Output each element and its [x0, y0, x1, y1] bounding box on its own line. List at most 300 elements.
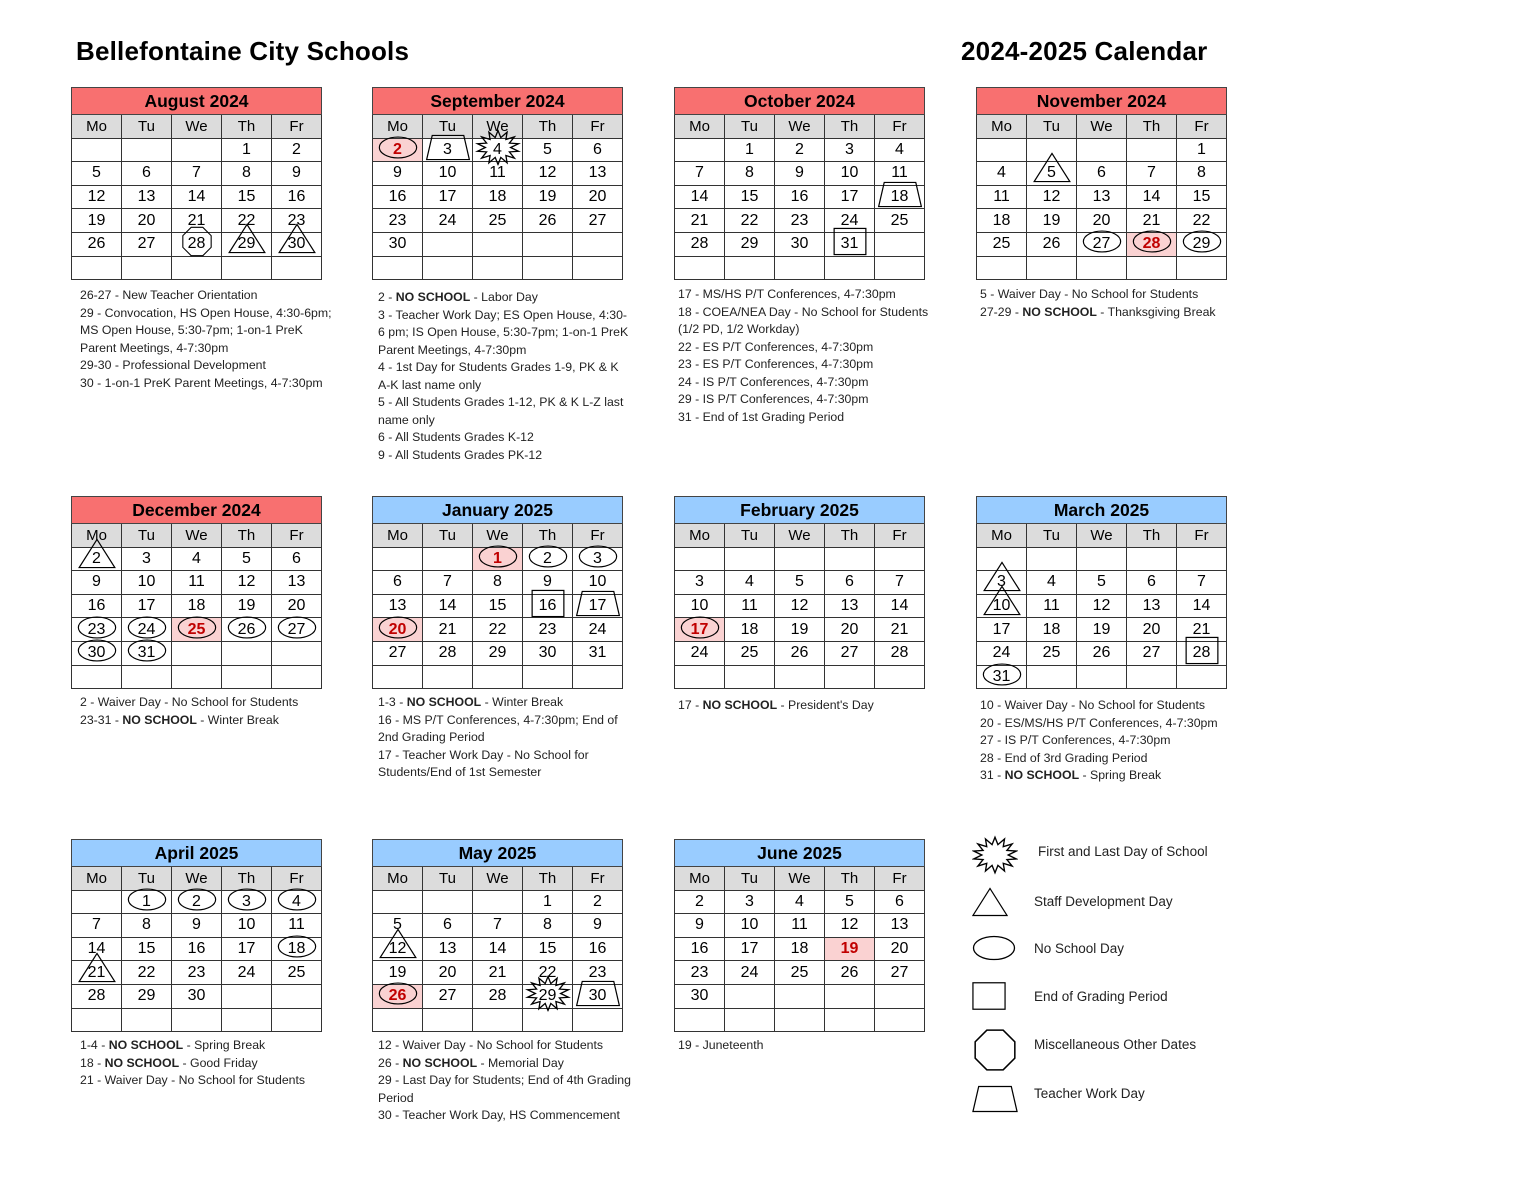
day-cell	[875, 594, 925, 618]
day-cell	[675, 594, 725, 618]
day-number: 19	[237, 597, 256, 615]
weekday-header: Tu	[423, 524, 473, 548]
day-cell	[825, 937, 875, 961]
day-cell	[523, 594, 573, 618]
day-number: 18	[1042, 620, 1061, 638]
day-cell	[423, 961, 473, 985]
day-cell	[373, 232, 423, 256]
empty-cell	[172, 665, 222, 689]
empty-cell	[1177, 256, 1227, 280]
day-number: 5	[795, 573, 804, 591]
day-cell	[172, 937, 222, 961]
day-cell	[1077, 185, 1127, 209]
day-cell	[775, 232, 825, 256]
day-number: 5	[543, 140, 552, 158]
day-cell	[977, 209, 1027, 233]
day-cell	[473, 138, 523, 162]
day-number: 11	[1043, 597, 1060, 615]
empty-cell	[523, 665, 573, 689]
day-cell	[373, 162, 423, 186]
day-number: 14	[87, 940, 106, 958]
day-cell	[473, 594, 523, 618]
day-cell	[122, 641, 172, 665]
day-cell	[122, 209, 172, 233]
empty-cell	[1127, 138, 1177, 162]
empty-cell	[1077, 665, 1127, 689]
day-cell	[725, 914, 775, 938]
day-cell	[675, 641, 725, 665]
day-number: 10	[740, 916, 759, 934]
empty-cell	[72, 138, 122, 162]
note-line: 4 - 1st Day for Students Grades 1-9, PK & K A-K last name only	[378, 360, 619, 392]
day-number: 21	[1192, 620, 1211, 638]
day-cell	[272, 914, 322, 938]
month-notes	[378, 1037, 633, 1125]
day-number: 15	[740, 188, 759, 206]
day-number: 30	[187, 987, 206, 1005]
day-number: 3	[845, 140, 854, 158]
day-number: 3	[443, 140, 452, 158]
day-cell	[72, 914, 122, 938]
day-number: 12	[538, 164, 557, 182]
legend-label: Staff Development Day	[1034, 894, 1173, 909]
day-cell	[373, 209, 423, 233]
month-calendar	[71, 496, 322, 689]
day-cell	[573, 937, 623, 961]
empty-cell	[423, 665, 473, 689]
day-number: 27	[1142, 644, 1161, 662]
day-number: 24	[840, 211, 859, 229]
day-cell	[573, 618, 623, 642]
note-line: 2 - NO SCHOOL - Labor Day	[378, 290, 538, 304]
day-cell	[825, 914, 875, 938]
day-number: 19	[388, 963, 407, 981]
day-cell	[1027, 641, 1077, 665]
empty-cell	[523, 1008, 573, 1032]
legend-item	[968, 1023, 1268, 1069]
empty-cell	[825, 547, 875, 571]
day-cell	[875, 914, 925, 938]
empty-cell	[523, 256, 573, 280]
day-number: 6	[292, 549, 301, 567]
empty-cell	[573, 1008, 623, 1032]
empty-cell	[373, 665, 423, 689]
day-cell	[222, 547, 272, 571]
day-cell	[1077, 209, 1127, 233]
weekday-header: Tu	[122, 867, 172, 891]
empty-cell	[172, 138, 222, 162]
day-number: 4	[192, 549, 201, 567]
day-cell	[373, 618, 423, 642]
weekday-header: Fr	[272, 867, 322, 891]
day-cell	[423, 914, 473, 938]
day-cell	[172, 547, 222, 571]
empty-cell	[423, 547, 473, 571]
month-calendar	[71, 87, 322, 280]
day-number: 2	[292, 140, 301, 158]
day-cell	[1077, 594, 1127, 618]
day-cell	[825, 890, 875, 914]
day-number: 27	[137, 235, 156, 253]
weekday-header: We	[775, 115, 825, 139]
day-cell	[272, 961, 322, 985]
day-number: 22	[740, 211, 759, 229]
day-number: 21	[890, 620, 909, 638]
day-number: 8	[543, 916, 552, 934]
day-cell	[1077, 162, 1127, 186]
day-cell	[1127, 209, 1177, 233]
legend-label: End of Grading Period	[1034, 989, 1168, 1004]
empty-cell	[1077, 138, 1127, 162]
day-cell	[172, 914, 222, 938]
month-calendar	[674, 839, 925, 1032]
empty-cell	[272, 256, 322, 280]
day-number: 5	[92, 164, 101, 182]
day-cell	[1177, 571, 1227, 595]
weekday-header: Tu	[1027, 115, 1077, 139]
day-number: 3	[745, 892, 754, 910]
day-number: 4	[795, 892, 804, 910]
empty-cell	[222, 256, 272, 280]
day-number: 6	[1097, 164, 1106, 182]
day-cell	[72, 594, 122, 618]
weekday-header: We	[172, 524, 222, 548]
day-cell	[573, 890, 623, 914]
weekday-header: We	[775, 524, 825, 548]
day-cell	[573, 162, 623, 186]
day-cell	[272, 547, 322, 571]
day-number: 17	[237, 940, 256, 958]
day-number: 29	[237, 235, 256, 253]
day-cell	[775, 209, 825, 233]
empty-cell	[272, 1008, 322, 1032]
day-cell	[423, 618, 473, 642]
empty-cell	[72, 256, 122, 280]
note-line: 24 - IS P/T Conferences, 4-7:30pm	[678, 374, 869, 389]
day-number: 9	[292, 164, 301, 182]
empty-cell	[473, 256, 523, 280]
day-number: 6	[142, 164, 151, 182]
day-cell	[725, 185, 775, 209]
day-cell	[1177, 209, 1227, 233]
day-number: 17	[992, 620, 1011, 638]
day-number: 5	[1097, 573, 1106, 591]
day-cell	[875, 937, 925, 961]
day-cell	[675, 232, 725, 256]
day-number: 16	[588, 940, 607, 958]
day-cell	[373, 937, 423, 961]
day-number: 22	[1192, 211, 1211, 229]
day-number: 14	[187, 188, 206, 206]
day-number: 20	[388, 620, 407, 638]
day-cell	[1077, 232, 1127, 256]
day-number: 9	[593, 916, 602, 934]
day-cell	[122, 618, 172, 642]
empty-cell	[1077, 547, 1127, 571]
day-number: 2	[593, 892, 602, 910]
empty-cell	[222, 665, 272, 689]
weekday-header: Mo	[675, 867, 725, 891]
day-cell	[373, 914, 423, 938]
day-cell	[473, 547, 523, 571]
empty-cell	[122, 1008, 172, 1032]
day-cell	[523, 185, 573, 209]
day-number: 27	[840, 644, 859, 662]
day-cell	[172, 961, 222, 985]
day-cell	[272, 571, 322, 595]
note-line: 5 - All Students Grades 1-12, PK & K L-Z last name only	[378, 395, 624, 427]
day-cell	[373, 984, 423, 1008]
day-number: 26	[87, 235, 106, 253]
day-number: 25	[187, 620, 206, 638]
month-notes	[980, 286, 1235, 321]
month-calendar	[372, 839, 623, 1032]
weekday-header: Mo	[373, 524, 423, 548]
day-number: 10	[438, 164, 457, 182]
day-cell	[573, 641, 623, 665]
weekday-header: Th	[523, 115, 573, 139]
day-number: 2	[695, 892, 704, 910]
day-cell	[875, 618, 925, 642]
weekday-header: Fr	[875, 115, 925, 139]
day-cell	[573, 984, 623, 1008]
note-line: 12 - Waiver Day - No School for Students	[378, 1038, 604, 1052]
day-number: 1	[242, 140, 251, 158]
note-line: 31 - End of 1st Grading Period	[678, 409, 845, 424]
day-cell	[977, 232, 1027, 256]
day-number: 3	[593, 549, 602, 567]
empty-cell	[473, 1008, 523, 1032]
day-cell	[373, 185, 423, 209]
weekday-header: Th	[222, 115, 272, 139]
day-number: 7	[1147, 164, 1156, 182]
day-cell	[122, 937, 172, 961]
month-title: February 2025	[675, 497, 925, 524]
day-cell	[1177, 594, 1227, 618]
day-cell	[675, 618, 725, 642]
day-number: 25	[488, 211, 507, 229]
day-cell	[222, 162, 272, 186]
day-cell	[725, 162, 775, 186]
day-cell	[122, 232, 172, 256]
weekday-header: Fr	[573, 524, 623, 548]
day-cell	[977, 162, 1027, 186]
day-cell	[523, 961, 573, 985]
day-number: 23	[538, 620, 557, 638]
day-number: 23	[388, 211, 407, 229]
empty-cell	[1027, 138, 1077, 162]
day-cell	[523, 641, 573, 665]
weekday-header: We	[1077, 524, 1127, 548]
day-number: 11	[891, 164, 908, 182]
day-number: 1	[543, 892, 552, 910]
day-cell	[122, 185, 172, 209]
day-number: 12	[237, 573, 256, 591]
day-number: 7	[695, 164, 704, 182]
day-number: 21	[1142, 211, 1161, 229]
day-number: 13	[1092, 188, 1111, 206]
day-number: 30	[87, 644, 106, 662]
day-cell	[1127, 641, 1177, 665]
day-number: 26	[1092, 644, 1111, 662]
empty-cell	[1027, 665, 1077, 689]
day-cell	[272, 890, 322, 914]
weekday-header: Fr	[272, 115, 322, 139]
empty-cell	[1127, 547, 1177, 571]
day-number: 2	[795, 140, 804, 158]
day-cell	[1027, 162, 1077, 186]
empty-cell	[373, 256, 423, 280]
day-number: 13	[388, 597, 407, 615]
day-number: 17	[690, 620, 709, 638]
day-cell	[373, 594, 423, 618]
day-cell	[1027, 185, 1077, 209]
empty-cell	[675, 256, 725, 280]
day-cell	[523, 571, 573, 595]
day-cell	[875, 162, 925, 186]
empty-cell	[875, 665, 925, 689]
empty-cell	[675, 665, 725, 689]
note-line: 10 - Waiver Day - No School for Students	[980, 698, 1206, 712]
day-number: 6	[895, 892, 904, 910]
day-number: 25	[740, 644, 759, 662]
weekday-header: Mo	[675, 115, 725, 139]
day-cell	[423, 138, 473, 162]
day-number: 27	[1092, 235, 1111, 253]
day-cell	[473, 961, 523, 985]
day-number: 9	[543, 573, 552, 591]
weekday-header: We	[473, 115, 523, 139]
month-title: December 2024	[72, 497, 322, 524]
day-number: 6	[443, 916, 452, 934]
day-number: 5	[242, 549, 251, 567]
weekday-header: We	[1077, 115, 1127, 139]
day-number: 29	[538, 987, 557, 1005]
day-cell	[1127, 232, 1177, 256]
day-number: 27	[588, 211, 607, 229]
day-number: 30	[538, 644, 557, 662]
empty-cell	[122, 665, 172, 689]
day-cell	[775, 138, 825, 162]
month-notes	[80, 1037, 335, 1090]
day-cell	[272, 594, 322, 618]
month-calendar	[976, 87, 1227, 280]
day-cell	[1177, 618, 1227, 642]
note-line: 30 - 1-on-1 PreK Parent Meetings, 4-7:30pm	[80, 375, 323, 390]
day-cell	[1127, 594, 1177, 618]
day-number: 7	[92, 916, 101, 934]
day-cell	[775, 890, 825, 914]
day-cell	[775, 162, 825, 186]
day-cell	[875, 961, 925, 985]
note-line: 16 - MS P/T Conferences, 4-7:30pm; End of 2nd Grading Period	[378, 712, 618, 744]
legend-label: Teacher Work Day	[1034, 1086, 1145, 1101]
month-notes	[378, 289, 633, 464]
day-cell	[875, 209, 925, 233]
day-number: 13	[1142, 597, 1161, 615]
day-cell	[72, 571, 122, 595]
day-cell	[122, 890, 172, 914]
day-number: 6	[845, 573, 854, 591]
day-number: 20	[588, 188, 607, 206]
weekday-header: Mo	[72, 524, 122, 548]
day-cell	[825, 571, 875, 595]
empty-cell	[473, 232, 523, 256]
day-cell	[977, 594, 1027, 618]
day-cell	[725, 937, 775, 961]
note-line: 21 - Waiver Day - No School for Students	[80, 1073, 306, 1087]
day-number: 21	[187, 211, 206, 229]
day-cell	[222, 185, 272, 209]
day-cell	[523, 890, 573, 914]
day-number: 12	[1092, 597, 1111, 615]
empty-cell	[977, 138, 1027, 162]
day-number: 10	[588, 573, 607, 591]
weekday-header: Tu	[423, 115, 473, 139]
day-number: 17	[137, 597, 156, 615]
day-number: 24	[137, 620, 156, 638]
day-number: 23	[690, 963, 709, 981]
day-number: 16	[388, 188, 407, 206]
month-calendar	[372, 496, 623, 689]
day-number: 24	[992, 644, 1011, 662]
day-cell	[775, 185, 825, 209]
note-line: 9 - All Students Grades PK-12	[378, 447, 543, 462]
empty-cell	[675, 1008, 725, 1032]
day-number: 23	[790, 211, 809, 229]
day-number: 24	[690, 644, 709, 662]
day-number: 8	[493, 573, 502, 591]
empty-cell	[122, 256, 172, 280]
empty-cell	[775, 256, 825, 280]
note-line: 6 - All Students Grades K-12	[378, 430, 534, 444]
day-cell	[1027, 232, 1077, 256]
day-number: 29	[740, 235, 759, 253]
day-number: 13	[840, 597, 859, 615]
day-number: 4	[745, 573, 754, 591]
day-number: 25	[890, 211, 909, 229]
day-cell	[875, 138, 925, 162]
day-number: 9	[795, 164, 804, 182]
empty-cell	[423, 1008, 473, 1032]
note-line: 17 - MS/HS P/T Conferences, 4-7:30pm	[678, 287, 896, 301]
day-number: 3	[142, 549, 151, 567]
day-cell	[1127, 571, 1177, 595]
day-number: 16	[287, 188, 306, 206]
day-number: 19	[840, 940, 859, 958]
empty-cell	[272, 665, 322, 689]
day-cell	[172, 594, 222, 618]
empty-cell	[725, 547, 775, 571]
day-number: 9	[393, 164, 402, 182]
day-number: 15	[488, 597, 507, 615]
day-cell	[725, 209, 775, 233]
day-number: 23	[87, 620, 106, 638]
day-number: 25	[1042, 644, 1061, 662]
day-number: 17	[588, 597, 607, 615]
month-notes	[378, 694, 633, 782]
day-number: 23	[588, 963, 607, 981]
month-title: October 2024	[675, 88, 925, 115]
weekday-header: Fr	[272, 524, 322, 548]
day-number: 11	[791, 916, 808, 934]
weekday-header: Mo	[373, 115, 423, 139]
day-number: 9	[695, 916, 704, 934]
empty-cell	[272, 984, 322, 1008]
empty-cell	[725, 256, 775, 280]
day-number: 13	[137, 188, 156, 206]
day-cell	[977, 665, 1027, 689]
